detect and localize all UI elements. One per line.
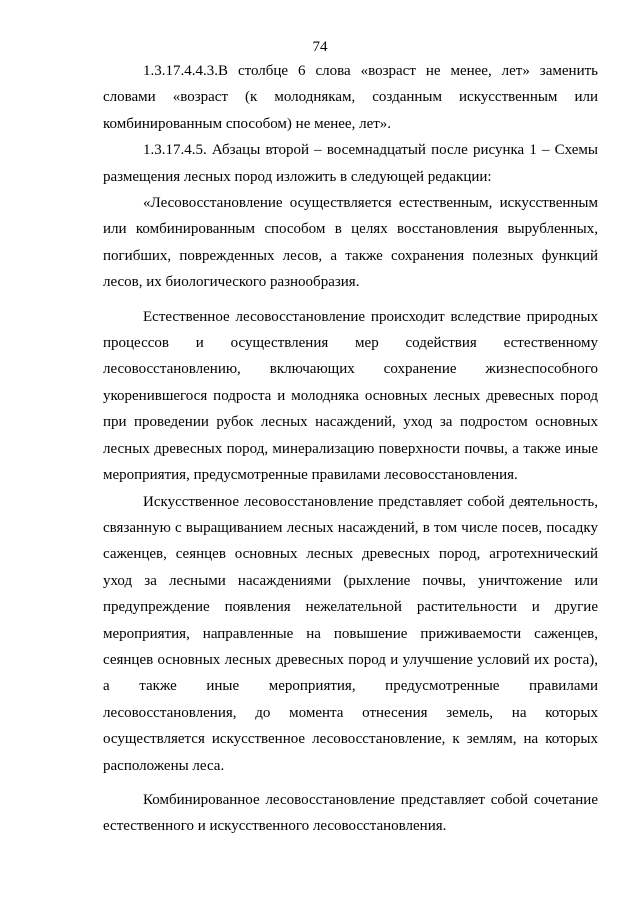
paragraph-combined-reforestation: Комбинированное лесовосстановление представляет собой сочетание естественного и искусственного лесовосстановления. [103, 791, 598, 835]
paragraph-natural-reforestation: Естественное лесовосстановление происходит вследствие природных процессов и осуществления мер содействия естественному лесовосстановлению, включающих сохранение жизнеспособного укоренившегося подроста и молодняка основных лесных древесных пород при проведении рубок лесных насаждений, уход за подростом основных лесных древесных пород, минерализацию поверхности почвы, а также иные мероприятия, предусмотренные правилами лесовосстановления. [103, 308, 598, 484]
page-number: 74 [312, 39, 328, 55]
paragraph-amendment-paragraphs: 1.3.17.4.5. Абзацы второй – восемнадцатый после рисунка 1 – Схемы размещения лесных пород изложить в следующей редакции: [103, 142, 598, 185]
document-body [103, 58, 598, 840]
paragraph-amendment-column-6: 1.3.17.4.4.3.В столбце 6 слова «возраст не менее, лет» заменить словами «возраст (к молоднякам, созданным искусственным или комбинированным способом) не менее, лет». [103, 63, 598, 132]
paragraph-artificial-reforestation: Искусственное лесовосстановление представляет собой деятельность, связанную с выращиванием лесных насаждений, в том числе посев, посадку саженцев, сеянцев основных лесных древесных пород, агротехнический уход за лесными насаждениями (рыхление почвы, уничтожение или предупреждение появления нежелательной растительности и другие мероприятия, направленные на повышение приживаемости саженцев, сеянцев основных лесных древесных пород и улучшение условий их роста), а также иные мероприятия, предусмотренные правилами лесовосстановления, до момента отнесения земель, на которых осуществляется искусственное лесовосстановление, к землям, на которых расположены леса. [103, 493, 598, 774]
paragraph-reforestation-definition: «Лесовосстановление осуществляется естественным, искусственным или комбинированным способом в целях восстановления вырубленных, погибших, поврежденных лесов, а также сохранения полезных функций лесов, их биологического разнообразия. [103, 195, 598, 291]
